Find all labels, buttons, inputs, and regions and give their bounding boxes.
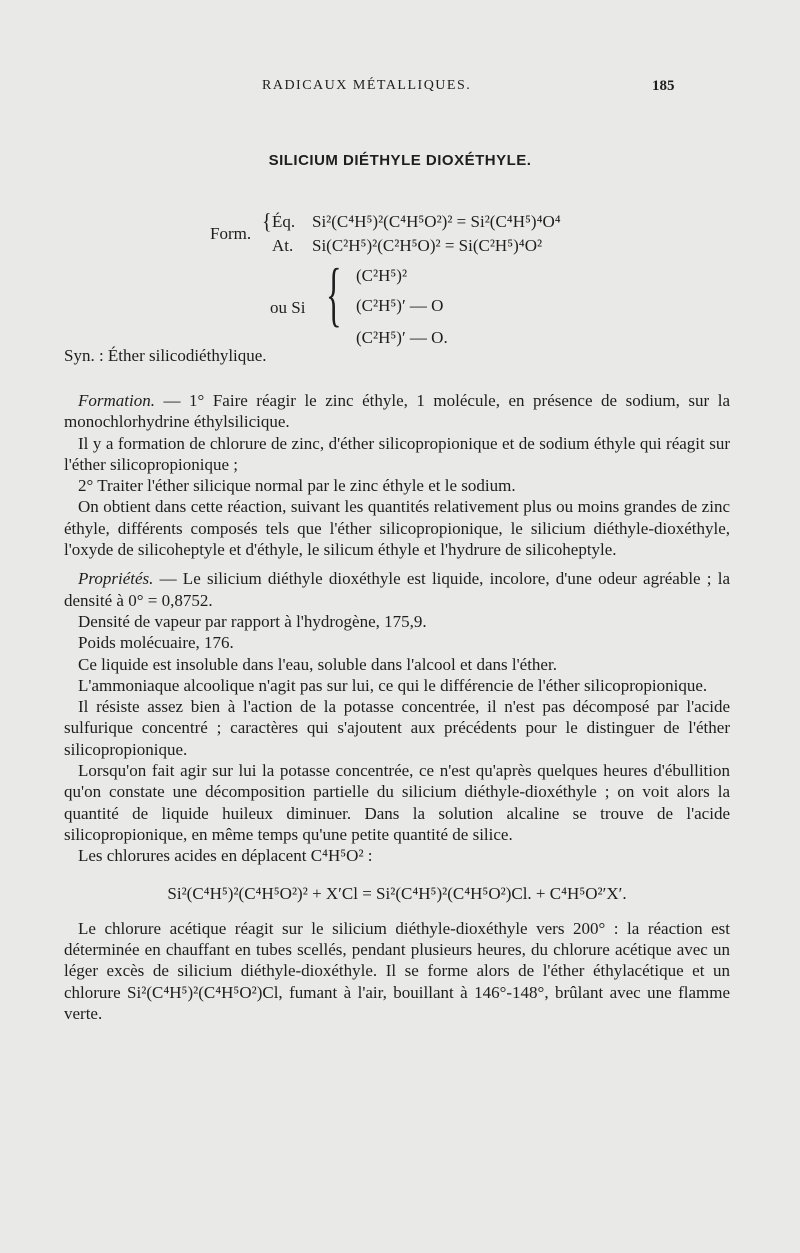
paragraph: Il résiste assez bien à l'action de la potasse concentrée, il n'est pas décomposé par l'acide sulfurique concentré ; caractères qui s'ajoutent aux précédents pour le distinguer de l'éther silicopropionique. [64, 697, 730, 759]
formula-eq: Si²(C⁴H⁵)²(C⁴H⁵O²)² = Si²(C⁴H⁵)⁴O⁴ [312, 212, 561, 231]
equation: Si²(C⁴H⁵)²(C⁴H⁵O²)² + X′Cl = Si²(C⁴H⁵)²(C⁴H⁵O²)Cl. + C⁴H⁵O²′X′. [167, 883, 627, 903]
formation-text-1: — 1° Faire réagir le zinc éthyle, 1 molécule, en présence de sodium, sur la monochlorhydrine éthylsilicique. [64, 391, 730, 432]
formula-block [0, 0, 800, 380]
formation-heading: Formation. [78, 391, 155, 410]
running-head: RADICAUX MÉTALLIQUES. [262, 78, 472, 93]
paragraph: Le chlorure acétique réagit sur le silicium diéthyle-dioxéthyle vers 200° : la réaction est déterminée en chauffant en tubes scellés, pendant plusieurs heures, du chlorure acétique avec un léger excès de silicium diéthyle-dioxéthyle. Il se forme alors de l'éther éthylacétique et un chlorure Si²(C⁴H⁵)²(C⁴H⁵O²)Cl, fumant à l'air, bouillant à 146°-148°, brûlant avec une flamme verte. [64, 918, 730, 1024]
paragraph: 2° Traiter l'éther silicique normal par le zinc éthyle et le sodium. [78, 476, 516, 496]
body-text [64, 390, 730, 1024]
paragraph-formation [64, 390, 730, 433]
formula-at-prefix: At. [272, 236, 294, 255]
synonym: Syn. : Éther silicodiéthylique. [64, 346, 267, 365]
structure-line-2: (C²H⁵)′ — O [356, 296, 444, 315]
paragraph: Ce liquide est insoluble dans l'eau, soluble dans l'alcool et dans l'éther. [78, 654, 557, 674]
paragraph: Les chlorures acides en déplacent C⁴H⁵O² : [78, 846, 373, 866]
formula-brace: { [262, 209, 272, 235]
formula-label: Form. [210, 224, 252, 243]
paragraph: L'ammoniaque alcoolique n'agit pas sur lui, ce qui le différencie de l'éther silicopropionique. [78, 675, 708, 695]
structure-line-3: (C²H⁵)′ — O. [356, 328, 448, 347]
structure-brace: { [326, 254, 342, 334]
paragraph: Lorsqu'on fait agir sur lui la potasse concentrée, ce n'est qu'après quelques heures d'ébullition qu'on constate une décomposition partielle du silicium diéthyle-dioxéthyle ; on voit alors la quantité de liquide huileux diminuer. Dans la solution alcaline se trouve de l'acide silicopropionique, en même temps qu'une petite quantité de silice. [64, 761, 730, 844]
section-title: SILICIUM DIÉTHYLE DIOXÉTHYLE. [268, 152, 532, 169]
paragraph: Densité de vapeur par rapport à l'hydrogène, 175,9. [78, 611, 427, 631]
proprietes-heading: Propriétés. [78, 569, 154, 589]
structure-line-1: (C²H⁵)² [356, 266, 408, 285]
formula-eq-prefix: Éq. [272, 212, 296, 231]
formula-at: Si(C²H⁵)²(C²H⁵O)² = Si(C²H⁵)⁴O² [312, 236, 543, 255]
paragraph-proprietes [64, 568, 730, 611]
page-number: 185 [652, 78, 675, 94]
paragraph: Il y a formation de chlorure de zinc, d'éther silicopropionique et de sodium éthyle qui réagit sur l'éther silicopropionique ; [64, 433, 730, 474]
paragraph: Poids molécuaire, 176. [78, 633, 234, 653]
proprietes-text-1: — Le silicium diéthyle dioxéthyle est liquide, incolore, d'une odeur agréable ; la densité à 0° = 0,8752. [64, 569, 730, 610]
paragraph: On obtient dans cette réaction, suivant les quantités relativement plus ou moins grandes de zinc éthyle, différents composés tels que l'éther silicopropionique, le silicium diéthyle-dioxéthyle, l'oxyde de silicoheptyle et d'éthyle, le silicum éthyle et l'hydrure de silicoheptyle. [64, 497, 730, 560]
formula-ou-si: ou Si [270, 298, 306, 317]
